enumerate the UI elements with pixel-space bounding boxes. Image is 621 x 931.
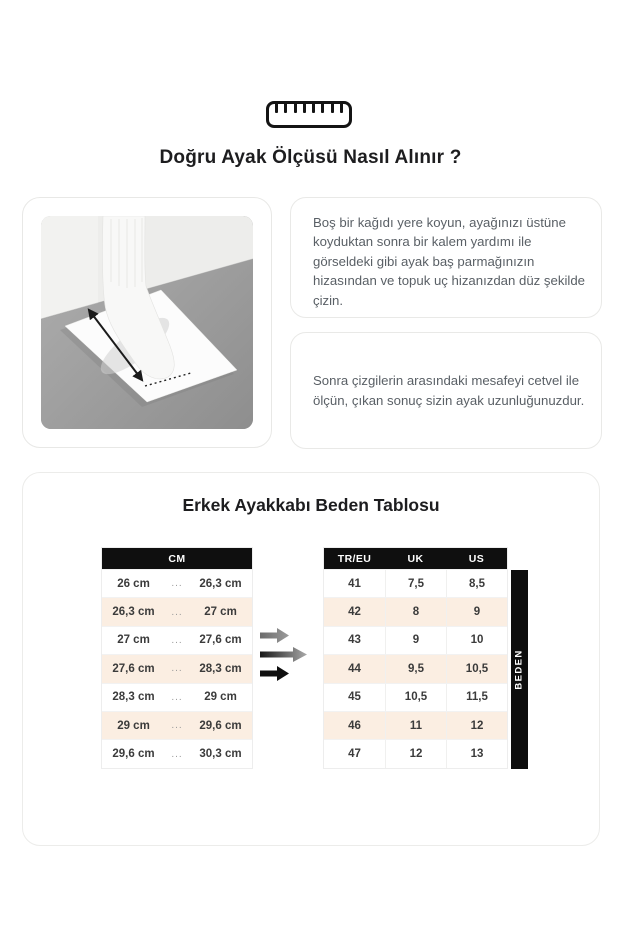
uk-size: 9 — [385, 627, 446, 654]
uk-size: 9,5 — [385, 655, 446, 682]
cm-from: 28,3 cm — [112, 691, 155, 704]
range-dots: ... — [171, 691, 183, 703]
range-dots: ... — [171, 720, 183, 732]
size-table-card — [22, 472, 600, 846]
cm-row — [102, 683, 252, 711]
size-row — [324, 683, 507, 711]
foot-measure-photo-card — [22, 197, 272, 448]
ruler-icon — [266, 101, 352, 128]
ruler-tick — [331, 104, 334, 113]
wall-corner — [41, 216, 98, 319]
tr-eu-size: 47 — [348, 748, 361, 761]
page-title: Doğru Ayak Ölçüsü Nasıl Alınır ? — [159, 147, 462, 168]
tr-eu-size: 42 — [348, 606, 361, 619]
cm-row — [102, 654, 252, 682]
foot-measurement-photo — [41, 216, 253, 429]
cm-from: 26,3 cm — [112, 606, 155, 619]
size-row — [324, 711, 507, 739]
cm-to: 29 cm — [204, 691, 237, 704]
instruction-text-2: Sonra çizgilerin arasındaki mesafeyi cetvel ile ölçün, çıkan sonuç sizin ayak uzunluğunuzdur. — [313, 373, 585, 408]
cm-table — [101, 547, 253, 769]
size-row — [324, 569, 507, 597]
instruction-text-1: Boş bir kağıdı yere koyun, ayağınızı üstüne koyduktan sonra bir kalem yardımı ile görseldeki gibi ayak baş parmağınızın hizasından ve topuk uç hizanızdan düz şekilde çizin. — [313, 215, 585, 308]
cm-to: 30,3 cm — [199, 748, 242, 761]
conversion-arrows-icon — [260, 627, 312, 683]
cm-to: 27,6 cm — [199, 634, 242, 647]
beden-side-label-text: BEDEN — [514, 649, 526, 690]
col-header-tr-eu: TR/EU — [337, 552, 372, 565]
range-dots: ... — [171, 606, 183, 618]
range-dots: ... — [171, 663, 183, 675]
range-dots: ... — [171, 748, 183, 760]
ruler-tick — [340, 104, 343, 113]
us-size: 9 — [446, 598, 507, 625]
tr-eu-size: 46 — [348, 719, 361, 732]
us-size: 8,5 — [446, 570, 507, 597]
conversion-table-header — [324, 548, 507, 569]
ruler-tick — [294, 104, 297, 113]
cm-table-header: CM — [102, 548, 252, 569]
us-size: 13 — [446, 740, 507, 767]
cm-to: 26,3 cm — [199, 577, 242, 590]
size-row — [324, 654, 507, 682]
size-row — [324, 739, 507, 767]
cm-row — [102, 626, 252, 654]
beden-side-label — [511, 570, 528, 769]
col-header-uk: UK — [407, 552, 424, 565]
us-size: 11,5 — [446, 684, 507, 711]
arrow-short-gray — [260, 628, 289, 643]
us-size: 12 — [446, 712, 507, 739]
cm-from: 29,6 cm — [112, 748, 155, 761]
range-dots: ... — [171, 634, 183, 646]
tr-eu-size: 43 — [348, 634, 361, 647]
cm-to: 27 cm — [204, 606, 237, 619]
us-size: 10,5 — [446, 655, 507, 682]
ruler-tick — [303, 104, 306, 113]
tr-eu-size: 41 — [348, 577, 361, 590]
cm-from: 26 cm — [117, 577, 150, 590]
arrow-long-gradient — [260, 647, 307, 662]
uk-size: 7,5 — [385, 570, 446, 597]
cm-to: 29,6 cm — [199, 719, 242, 732]
size-table-title: Erkek Ayakkabı Beden Tablosu — [182, 495, 440, 515]
uk-size: 8 — [385, 598, 446, 625]
cm-row — [102, 597, 252, 625]
tr-eu-size: 45 — [348, 691, 361, 704]
cm-row — [102, 569, 252, 597]
arrow-short-black — [260, 666, 289, 681]
cm-row — [102, 711, 252, 739]
uk-size: 12 — [385, 740, 446, 767]
cm-to: 28,3 cm — [199, 662, 242, 675]
cm-from: 29 cm — [117, 719, 150, 732]
cm-row — [102, 739, 252, 767]
size-row — [324, 626, 507, 654]
uk-size: 10,5 — [385, 684, 446, 711]
us-size: 10 — [446, 627, 507, 654]
cm-from: 27,6 cm — [112, 662, 155, 675]
instruction-box-2 — [290, 332, 602, 449]
ruler-tick — [284, 104, 287, 113]
uk-size: 11 — [385, 712, 446, 739]
col-header-us: US — [468, 552, 485, 565]
ruler-tick — [312, 104, 315, 113]
ruler-tick — [275, 104, 278, 113]
size-conversion-table — [323, 547, 508, 769]
ruler-tick — [321, 104, 324, 113]
range-dots: ... — [171, 578, 183, 590]
cm-from: 27 cm — [117, 634, 150, 647]
tr-eu-size: 44 — [348, 662, 361, 675]
instruction-box-1 — [290, 197, 602, 318]
size-row — [324, 597, 507, 625]
